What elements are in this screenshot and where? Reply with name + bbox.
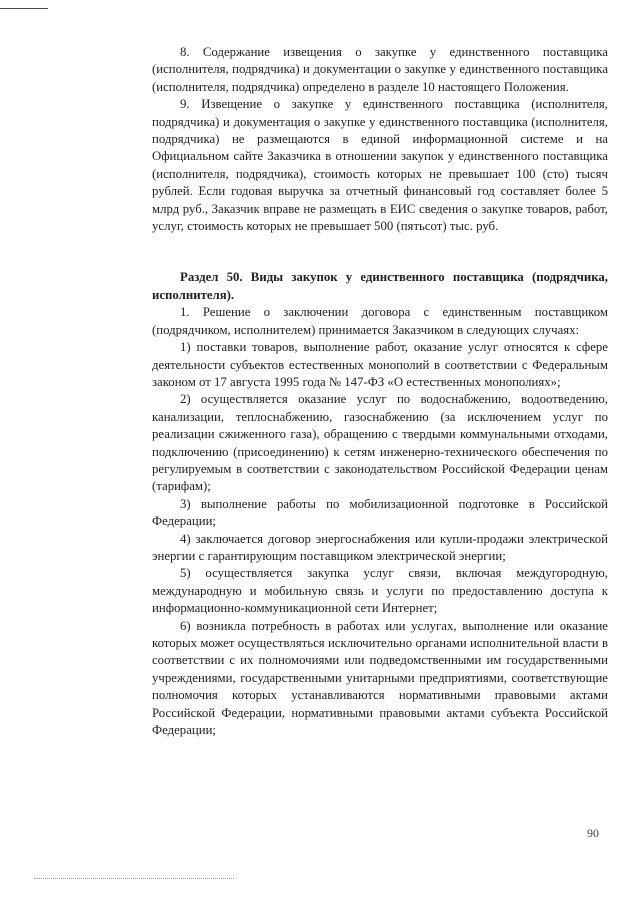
scan-artifact-line [0,8,48,9]
list-item-4: 4) заключается договор энергоснабжения или купли-продажи электрической энергии с гарантирующим поставщиком электрической энергии; [152,531,608,563]
section-heading: Раздел 50. Виды закупок у единственного поставщика (подрядчика, исполнителя). [152,270,608,302]
document-page [152,44,608,739]
section-intro: 1. Решение о заключении договора с единственным поставщиком (подрядчиком, исполнителем) принимается Заказчиком в следующих случаях: [152,305,608,337]
paragraph-8: 8. Содержание извещения о закупке у единственного поставщика (исполнителя, подрядчика) и документации о закупке у единственного поставщика (исполнителя, подрядчика) определено в разделе 10 настоящего Положения. [152,45,608,94]
list-item-6: 6) возникла потребность в работах или услугах, выполнение или оказание которых может осуществляться исключительно органами исполнительной власти в соответствии с их полномочиями или подведомственными им государственными учреждениями, государственными унитарными предприятиями, соответствующие полномочия которых устанавливаются нормативными правовыми актами Российской Федерации, нормативными правовыми актами субъекта Российской Федерации; [152,618,608,738]
list-item-2: 2) осуществляется оказание услуг по водоснабжению, водоотведению, канализации, теплоснабжению, газоснабжению (за исключением услуг по реализации сжиженного газа), обращению с твердыми коммунальными отходами, подключению (присоединению) к сетям инженерно-технического обеспечения по регулируемым в соответствии с законодательством Российской Федерации ценам (тарифам); [152,392,608,494]
list-item-3: 3) выполнение работы по мобилизационной подготовке в Российской Федерации; [152,496,608,529]
page-number: 90 [587,826,599,840]
list-item-1: 1) поставки товаров, выполнение работ, оказание услуг относятся к сфере деятельности субъектов естественных монополий в соответствии с Федеральным законом от 17 августа 1995 года № 147-ФЗ «О естественных монополиях»; [152,340,608,389]
scan-artifact-footer-line [34,878,234,880]
paragraph-9: 9. Извещение о закупке у единственного поставщика (исполнителя, подрядчика) и документация о закупке у единственного поставщика (исполнителя, подрядчика) не размещаются в единой информационной системе и на Официальном сайте Заказчика в отношении закупок у единственного поставщика (исполнителя, подрядчика), стоимость которых не превышает 100 (сто) тысяч рублей. Если годовая выручка за отчетный финансовый год составляет более 5 млрд руб., Заказчик вправе не размещать в ЕИС сведения о закупке товаров, работ, услуг, стоимость которых не превышает 500 (пятьсот) тыс. руб. [152,97,608,234]
list-item-5: 5) осуществляется закупка услуг связи, включая междугородную, международную и мобильную связь и услуги по предоставлению доступа к информационно-коммуникационной сети Интернет; [152,566,608,616]
